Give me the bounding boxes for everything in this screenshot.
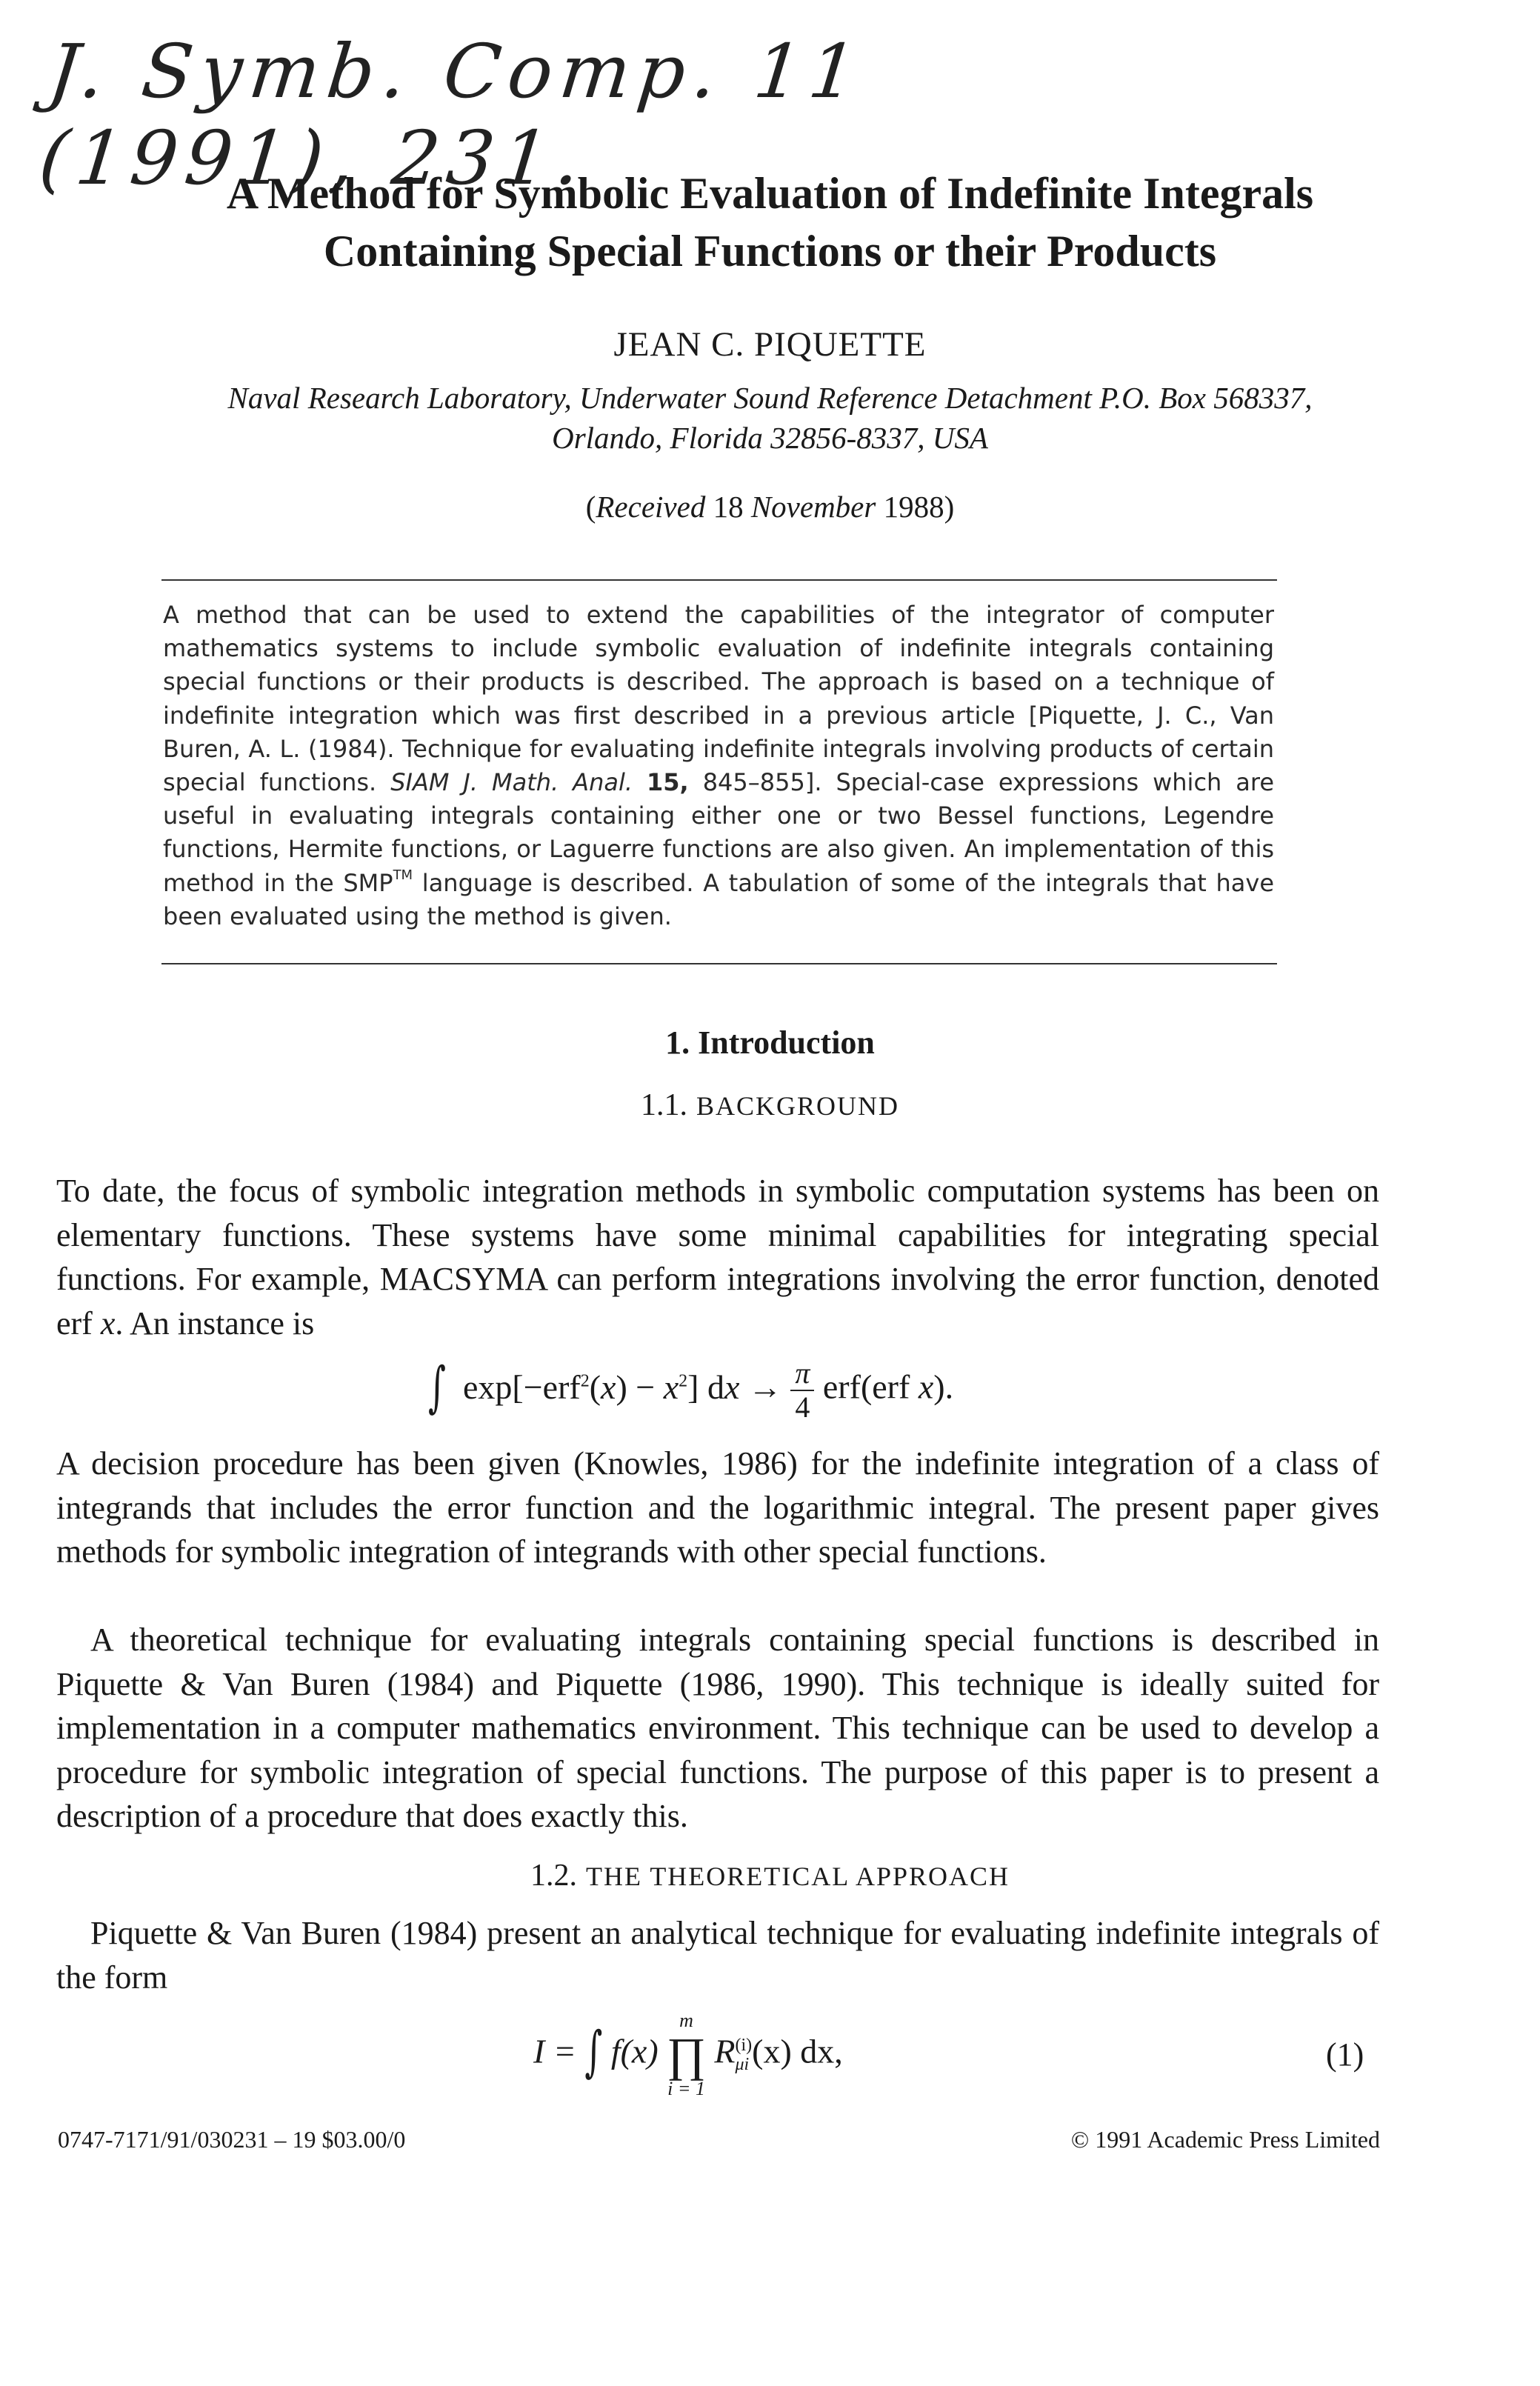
paragraph-background-2: A decision procedure has been given (Knowles, 1986) for the indefinite integration of a class of integrands that includes the error function and the logarithmic integral. The present paper gives methods for symbolic integration of integrands with other special functions. xyxy=(56,1445,1379,1570)
eq1-product: m ∏ i = 1 xyxy=(667,2010,706,2099)
received-day: 18 xyxy=(713,490,744,524)
footer-copyright: © 1991 Academic Press Limited xyxy=(1070,2126,1380,2153)
trademark-mark: TM xyxy=(393,867,413,883)
eq1-R-sub: μi xyxy=(735,2055,750,2074)
abstract-top-rule xyxy=(161,579,1277,581)
eq-fraction-pi-over-4: π 4 xyxy=(790,1357,814,1424)
subsection-heading-background xyxy=(0,1087,1540,1123)
integral-sign: ∫ xyxy=(428,1354,446,1419)
eq1-R-arg: (x) dx, xyxy=(752,2032,843,2070)
paragraph-background-1 xyxy=(56,1169,1379,1345)
subsection-label: BACKGROUND xyxy=(696,1091,900,1121)
para1-text: To date, the focus of symbolic integration methods in symbolic computation systems has been on elementary functions. These systems have some minimal capabilities for integrating special functions. For example, MACSYMA can perform integrations involving the error function, denoted erf xyxy=(56,1173,1379,1342)
received-month: November xyxy=(750,490,876,524)
abstract-journal: SIAM J. Math. Anal. xyxy=(390,768,633,797)
abstract xyxy=(163,599,1274,933)
subsection-label-2: THE THEORETICAL APPROACH xyxy=(585,1862,1010,1891)
paragraph-background-3: A theoretical technique for evaluating integrals containing special functions is described in Piquette & Van Buren (1984) and Piquette (1986, 1990). This technique is ideally suited for implementation in a computer mathematics environment. This technique can be used to develop a procedure for symbolic integration of special functions. The purpose of this paper is to present a description of a procedure that does exactly this. xyxy=(56,1622,1379,1834)
eq1-R-sup: (i) xyxy=(735,2036,753,2055)
paper-title xyxy=(0,164,1540,280)
affiliation-line-2: Orlando, Florida 32856-8337, USA xyxy=(552,421,988,455)
abstract-volume: 15, xyxy=(647,768,689,797)
eq1-R-indices xyxy=(735,2036,752,2074)
eq-result: erf(erf x). xyxy=(822,1367,954,1406)
equation-erf-example xyxy=(428,1354,1095,1424)
subsection-number-2: 1.2. xyxy=(530,1859,577,1893)
eq1-f: f(x) xyxy=(610,2032,659,2070)
received-label: Received xyxy=(596,490,706,524)
footer-code: 0747-7171/91/030231 – 19 $03.00/0 xyxy=(58,2126,406,2153)
eq-integrand: $\exp[-erf^2(x) - x^2]$ dx → xyxy=(454,1367,791,1406)
received-year: 1988 xyxy=(883,490,944,524)
subsection-heading-theoretical-approach xyxy=(0,1858,1540,1893)
section-heading-introduction: 1. Introduction xyxy=(665,1024,875,1061)
title-line-2: Containing Special Functions or their Products xyxy=(323,227,1217,276)
author-name: JEAN C. PIQUETTE xyxy=(613,325,927,364)
paragraph-theoretical-approach: Piquette & Van Buren (1984) present an analytical technique for evaluating indefinite integrals of the form xyxy=(56,1915,1379,1996)
eq1-R: R xyxy=(714,2032,736,2070)
title-line-1: A Method for Symbolic Evaluation of Indefinite Integrals xyxy=(226,169,1314,218)
subsection-number: 1.1. xyxy=(640,1088,687,1122)
eq1-prod-upper: m xyxy=(679,2010,693,2031)
abstract-part-3: language is described. A tabulation of some of the integrals that have been evaluated using the method is given. xyxy=(163,868,1275,930)
equation-number-1: (1) xyxy=(1326,2036,1364,2073)
para1-text-end: . An instance is xyxy=(115,1304,315,1342)
eq1-lhs: I = xyxy=(533,2032,576,2070)
eq1-integral-sign: ∫ xyxy=(584,2019,603,2083)
equation-1 xyxy=(533,2009,1052,2101)
eq1-prod-lower: i = 1 xyxy=(667,2078,705,2099)
received-date: (Received 18 November 1988) xyxy=(585,490,955,524)
para1-variable: x xyxy=(100,1304,116,1342)
affiliation-line-1: Naval Research Laboratory, Underwater Sound Reference Detachment P.O. Box 568337, xyxy=(227,381,1313,415)
affiliation xyxy=(0,378,1540,458)
abstract-part-2: 845–855]. Special-case expressions which are useful in evaluating integrals containing either one or two Bessel functions, Legendre functions, Hermite functions, or Laguerre functions are also given. An implementation of this method in the SMP xyxy=(163,768,1275,897)
handwritten-citation: J. Symb. Comp. 11 (1991), 231. xyxy=(35,28,868,201)
abstract-part-1: A method that can be used to extend the capabilities of the integrator of computer mathematics systems to include symbolic evaluation of indefinite integrals containing special functions or their products is described. The approach is based on a technique of indefinite integration which was first described in a previous article [Piquette, J. C., Van Buren, A. L. (1984). Technique for evaluating indefinite integrals involving products of certain special functions. xyxy=(163,601,1274,797)
abstract-bottom-rule xyxy=(161,963,1277,964)
